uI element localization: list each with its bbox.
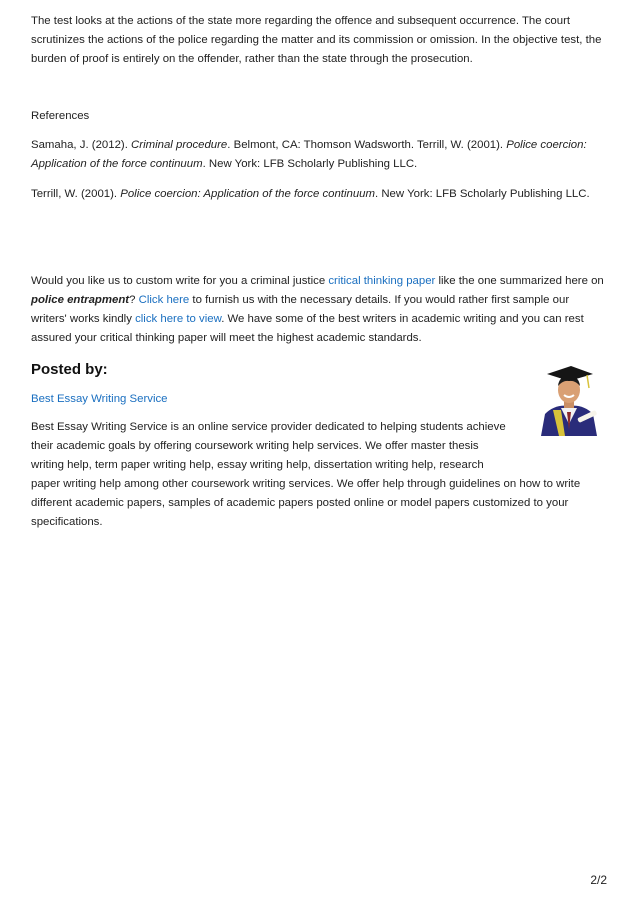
author-link[interactable]: Best Essay Writing Service <box>31 393 168 405</box>
author-bio <box>31 418 607 532</box>
bio-line-1: Best Essay Writing Service is an online service provider dedicated to helping students achieve <box>31 421 506 433</box>
ref1-title-2: Police coercion: Application of the force continuum <box>31 139 587 170</box>
promo-text-2: like the one summarized here on <box>435 275 604 287</box>
promo-topic: police entrapment <box>31 294 130 306</box>
click-here-to-view-link[interactable]: click here to view <box>135 313 222 325</box>
bio-line-2: their academic goals by offering coursework writing help services. We offer master thesis <box>31 440 479 452</box>
graduate-avatar-icon <box>535 364 603 436</box>
bio-rest: paper writing help among other coursework writing services. We offer help through guidelines on how to write different academic papers, samples of academic papers posted online or model papers customized to your specifications. <box>31 478 581 528</box>
critical-thinking-paper-link[interactable]: critical thinking paper <box>328 275 436 287</box>
bio-line-3: writing help, term paper writing help, essay writing help, dissertation writing help, research <box>31 459 484 471</box>
promo-text-5: . We have some of the best writers in academic writing and you can rest assured your critical thinking paper will meet the highest academic standards. <box>31 313 584 344</box>
promo-text-3: ? <box>129 294 139 306</box>
promo-text-4: to furnish us with the necessary details. If you would rather first sample our writers' works kindly <box>31 294 570 325</box>
reference-entry-1 <box>31 136 607 174</box>
ref2-text-1: Terrill, W. (2001). <box>31 188 121 200</box>
promo-paragraph <box>31 272 607 348</box>
ref1-text-1: Samaha, J. (2012). <box>31 139 132 151</box>
ref2-title: Police coercion: Application of the force continuum <box>120 188 375 200</box>
references-heading: References <box>31 110 90 122</box>
click-here-link[interactable]: Click here <box>138 294 190 306</box>
reference-entry-2 <box>31 185 607 204</box>
page-number: 2/2 <box>590 873 607 887</box>
ref1-text-3: . New York: LFB Scholarly Publishing LLC. <box>202 158 418 170</box>
body-paragraph: The test looks at the actions of the state more regarding the offence and subsequent occurrence. The court scrutinizes the actions of the police regarding the matter and its commission or omission. In the objective test, the burden of proof is entirely on the offender, rather than the state through the prosecution. <box>31 15 602 65</box>
ref2-text-2: . New York: LFB Scholarly Publishing LLC. <box>375 188 590 200</box>
ref1-text-2: . Belmont, CA: Thomson Wadsworth. Terrill, W. (2001). <box>227 139 507 151</box>
posted-by-heading: Posted by: <box>31 361 108 378</box>
promo-text-1: Would you like us to custom write for you a criminal justice <box>31 275 329 287</box>
ref1-title-1: Criminal procedure <box>131 139 228 151</box>
document-page <box>31 12 607 532</box>
